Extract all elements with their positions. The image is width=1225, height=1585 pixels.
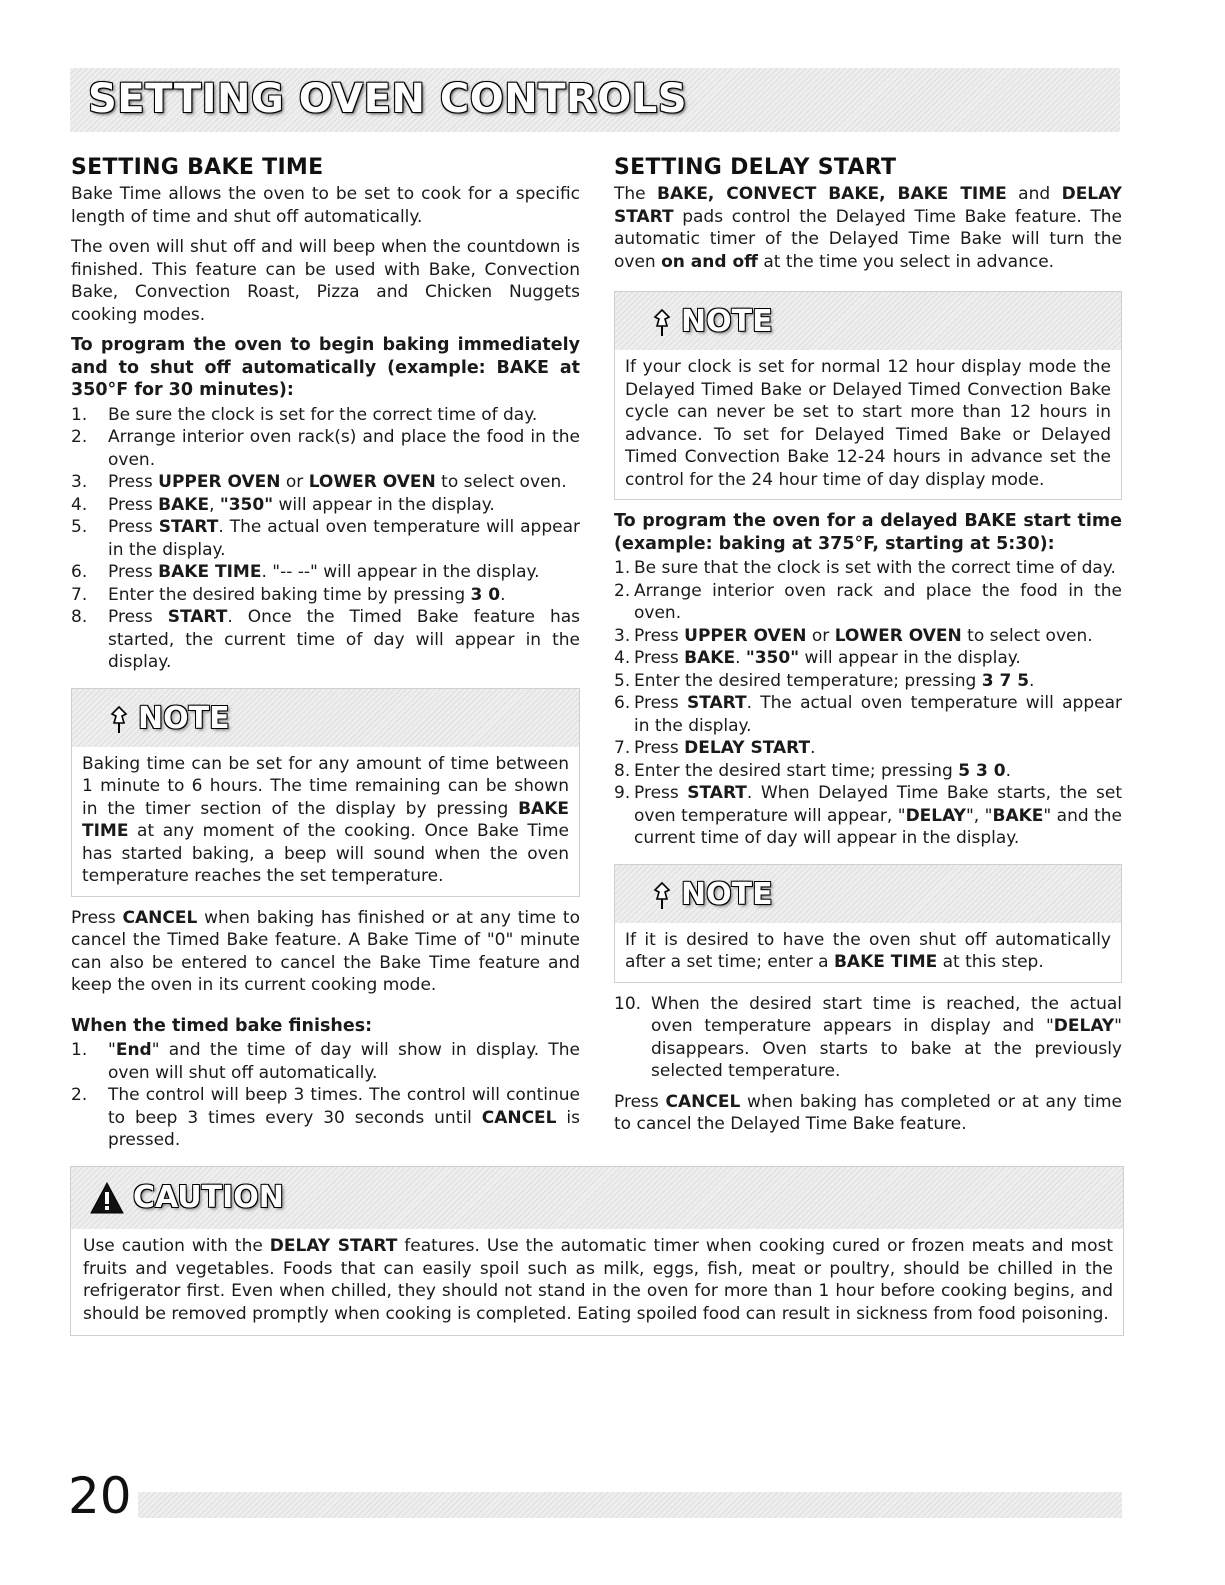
note-header (615, 292, 1121, 350)
note-box (614, 291, 1122, 500)
caution-box (70, 1166, 1124, 1336)
list-item: 5. Enter the desired temperature; pressing 3 7 5. (614, 670, 1035, 691)
steps-list (71, 404, 580, 674)
list-item: 1. Be sure the clock is set for the correct time of day. (71, 404, 538, 425)
steps-list-continued (614, 993, 1122, 1083)
section-heading-delay-start: SETTING DELAY START (614, 155, 897, 180)
list-item: 4. Press BAKE, "350" will appear in the display. (71, 494, 495, 515)
list-item: 3. Press UPPER OVEN or LOWER OVEN to select oven. (614, 625, 1093, 646)
note-text: Baking time can be set for any amount of time between 1 minute to 6 hours. The time remaining can be shown in the timer section of the display by pressing BAKE TIME at any moment of the cooking. Once Bake Time has started baking, a beep will sound when the oven temperature reaches the set temperature. (72, 747, 579, 896)
paragraph-intro: The BAKE, CONVECT BAKE, BAKE TIME and DELAY START pads control the Delayed Time Bake feature. The automatic timer of the Delayed Time Bake will turn the oven on and off at the time you select in advance. (614, 184, 1122, 272)
note-box (71, 688, 580, 897)
subheading: To program the oven to begin baking immediately and to shut off automatically (example: BAKE at 350°F for 30 minutes): (71, 335, 580, 400)
list-item: 2. The control will beep 3 times. The control will continue to beep 3 times every 30 seconds until CANCEL is pressed. (71, 1085, 581, 1150)
warning-icon (89, 1181, 125, 1215)
list-item: 3. Press UPPER OVEN or LOWER OVEN to select oven. (71, 472, 567, 492)
note-label: NOTE (681, 876, 773, 912)
list-item: 2. Arrange interior oven rack and place the food in the oven. (614, 580, 1122, 623)
list-item: 8. Enter the desired start time; pressing 5 3 0. (614, 760, 1011, 781)
note-text: If your clock is set for normal 12 hour display mode the Delayed Timed Bake or Delayed Timed Convection Bake cycle can never be set to start more than 12 hours in advance. To set for Delayed Timed Bake or Delayed Timed Convection Bake 12-24 hours in advance set the control for the 24 hour time of day display mode. (615, 350, 1121, 499)
note-header (615, 865, 1121, 923)
footer-bar (70, 1492, 1122, 1518)
note-header (72, 689, 579, 747)
caution-header (71, 1167, 1123, 1229)
list-item: 6. Press BAKE TIME. "-- --" will appear in the display. (71, 562, 540, 582)
note-box (614, 864, 1122, 983)
page-number: 20 (64, 1466, 138, 1526)
list-item: 10. When the desired start time is reached, the actual oven temperature appears in display and "DELAY" disappears. Oven starts to bake at the previously selected temperature. (614, 993, 1122, 1081)
paragraph-cancel: Press CANCEL when baking has completed or at any time to cancel the Delayed Time Bake feature. (614, 1091, 1122, 1134)
pushpin-icon (106, 705, 132, 735)
section-heading-bake-time: SETTING BAKE TIME (71, 155, 324, 180)
paragraph: The oven will shut off and will beep when the countdown is finished. This feature can be used with Bake, Convection Bake, Convection Roast, Pizza and Chicken Nuggets cooking modes. (71, 237, 580, 325)
list-item: 2. Arrange interior oven rack(s) and place the food in the oven. (71, 427, 580, 470)
left-column (71, 155, 580, 1160)
right-column (614, 155, 1122, 1144)
page-title: SETTING OVEN CONTROLS (88, 76, 688, 122)
finish-steps-list (71, 1039, 580, 1152)
list-item: 1. "End" and the time of day will show in display. The oven will shut off automatically. (71, 1040, 580, 1083)
title-banner (70, 68, 1120, 132)
pushpin-icon (649, 881, 675, 911)
list-item: 8. Press START. Once the Timed Bake feature has started, the current time of day will appear in the display. (71, 607, 580, 672)
caution-text: Use caution with the DELAY START features. Use the automatic timer when cooking cured or frozen meats and most fruits and vegetables. Foods that can easily spoil such as milk, eggs, fish, meat or poultry, should be chilled in the refrigerator first. Even when chilled, they should not stand in the oven for more than 1 hour before cooking begins, and should be removed promptly when cooking is completed. Eating spoiled food can result in sickness from food poisoning. (71, 1229, 1123, 1335)
list-item: 6. Press START. The actual oven temperature will appear in the display. (614, 693, 1122, 736)
paragraph: Bake Time allows the oven to be set to cook for a specific length of time and shut off automatically. (71, 184, 580, 227)
list-item: 9. Press START. When Delayed Time Bake starts, the set oven temperature will appear, "DELAY", "BAKE" and the current time of day will appear in the display. (614, 783, 1123, 848)
note-label: NOTE (681, 304, 773, 339)
paragraph-cancel: Press CANCEL when baking has finished or at any time to cancel the Timed Bake feature. A Bake Time of "0" minute can also be entered to cancel the Bake Time feature and keep the oven in its current cooking mode. (71, 907, 580, 995)
list-item: 1. Be sure that the clock is set with the correct time of day. (614, 558, 1116, 578)
steps-list (614, 557, 1122, 850)
subheading: To program the oven for a delayed BAKE start time (example: baking at 375°F, starting at 5:30): (614, 511, 1122, 554)
note-text: If it is desired to have the oven shut off automatically after a set time; enter a BAKE TIME at this step. (615, 923, 1121, 982)
list-item: 7. Enter the desired baking time by pressing 3 0. (71, 584, 506, 605)
list-item: 5. Press START. The actual oven temperature will appear in the display. (71, 517, 580, 560)
pushpin-icon (649, 308, 675, 338)
list-item: 7. Press DELAY START. (614, 738, 816, 758)
list-item: 4. Press BAKE. "350" will appear in the display. (614, 648, 1021, 668)
caution-label: CAUTION (133, 1180, 284, 1215)
note-label: NOTE (138, 700, 230, 736)
subheading-finish: When the timed bake finishes: (71, 1015, 373, 1036)
